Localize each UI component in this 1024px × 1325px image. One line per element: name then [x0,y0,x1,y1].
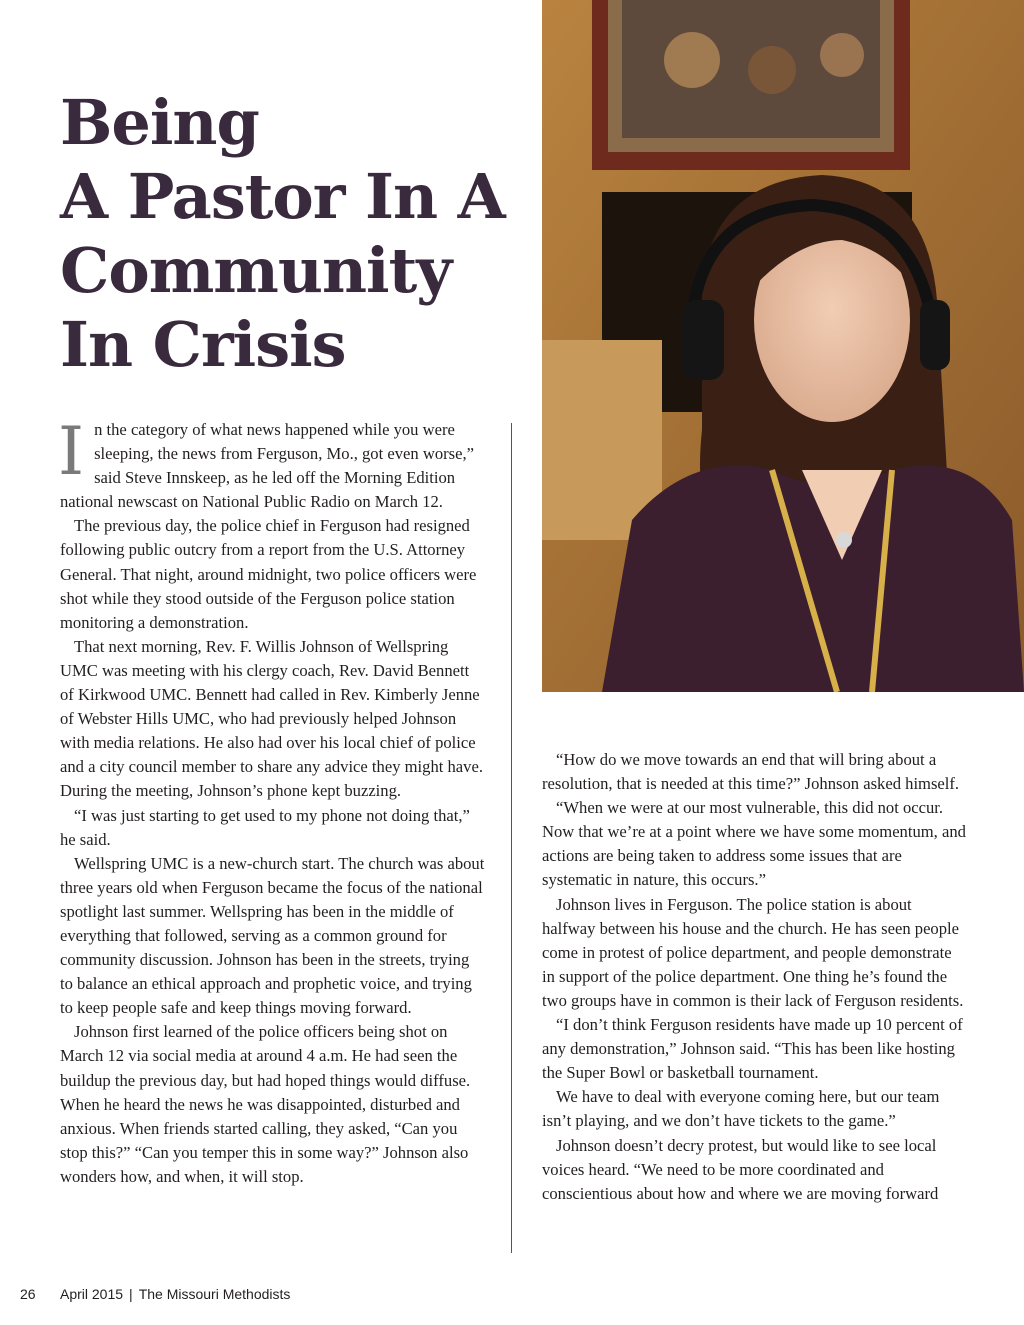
article-paragraph: The previous day, the police chief in Ferguson had resigned following public outcry from a report from the U.S. Attorney General. That night, around midnight, two police officers were shot while they stood outside of the Ferguson police station monitoring a demonstration. [60,516,477,632]
article-paragraph: We have to deal with everyone coming here, but our team isn’t playing, and we don’t have tickets to the game.” [542,1087,940,1131]
article-paragraph: “I was just starting to get used to my phone not doing that,” he said. [60,805,470,849]
article-column-left [58,413,485,1189]
footer-separator: | [129,1286,133,1302]
headline-line: Community [60,234,452,307]
article-column-right [542,748,967,1206]
issue-date: April 2015 [60,1286,124,1302]
article-paragraph: Johnson doesn’t decry protest, but would like to see local voices heard. “We need to be more coordinated and conscientious about how and where we are moving forward [542,1135,939,1203]
article-paragraph: Johnson lives in Ferguson. The police station is about halfway between his house and the church. He has seen people come in protest of police department, and people demonstrate in support of the police department. One thing he’s found the two groups have in common is their lack of Ferguson residents. [542,894,964,1010]
article-paragraph: “I don’t think Ferguson residents have made up 10 percent of any demonstration,” Johnson said. “This has been like hosting the Super Bowl or basketball tournament. [542,1015,963,1083]
publication-name: The Missouri Methodists [138,1286,291,1302]
column-divider [511,423,512,1253]
headline-line: A Pastor In A [60,160,505,233]
photo-illustration [542,0,1024,692]
article-paragraph: Johnson first learned of the police officers being shot on March 12 via social media at around 4 a.m. He had seen the buildup the previous day, but had hoped things would diffuse. When he heard the news he was disappointed, disturbed and anxious. When friends started calling, they asked, “Can you stop this?” “Can you temper this in some way?” Johnson also wonders how, and when, it will stop. [60,1022,471,1186]
article-paragraph: “How do we move towards an end that will bring about a resolution, that is needed at this time?” Johnson asked himself. [542,750,960,794]
article-headline [60,86,520,382]
paragraph-text: n the category of what news happened while you were sleeping, the news from Ferguson, Mo., got even worse,” said Steve Innskeep, as he led off the Morning Edition national newscast on National Public Radio on March 12. [60,420,474,512]
headline-line: In Crisis [60,308,346,381]
drop-cap: I [58,413,85,490]
article-paragraph: That next morning, Rev. F. Willis Johnson of Wellspring UMC was meeting with his clergy coach, Rev. David Bennett of Kirkwood UMC. Bennett had called in Rev. Kimberly Jenne of Webster Hills UMC, who had previously helped Johnson with media relations. He also had over his local chief of police and a city council member to share any advice they might have. During the meeting, Johnson’s phone kept buzzing. [60,636,483,801]
article-paragraph: “When we were at our most vulnerable, this did not occur. Now that we’re at a point where we have some momentum, and actions are being taken to address some issues that are systematic in nature, this occurs.” [542,798,966,890]
page-number: 26 [20,1286,36,1302]
headline-line: Being [60,86,259,159]
article-photo [542,0,1024,692]
page-footer [20,1286,290,1302]
article-paragraph [58,413,485,514]
article-paragraph: Wellspring UMC is a new-church start. The church was about three years old when Ferguson became the focus of the national spotlight last summer. Wellspring has been in the middle of everything that followed, serving as a common ground for community discussion. Johnson has been in the streets, trying to balance an ethical approach and prophetic voice, and trying to keep people safe and keep things moving forward. [60,853,485,1018]
